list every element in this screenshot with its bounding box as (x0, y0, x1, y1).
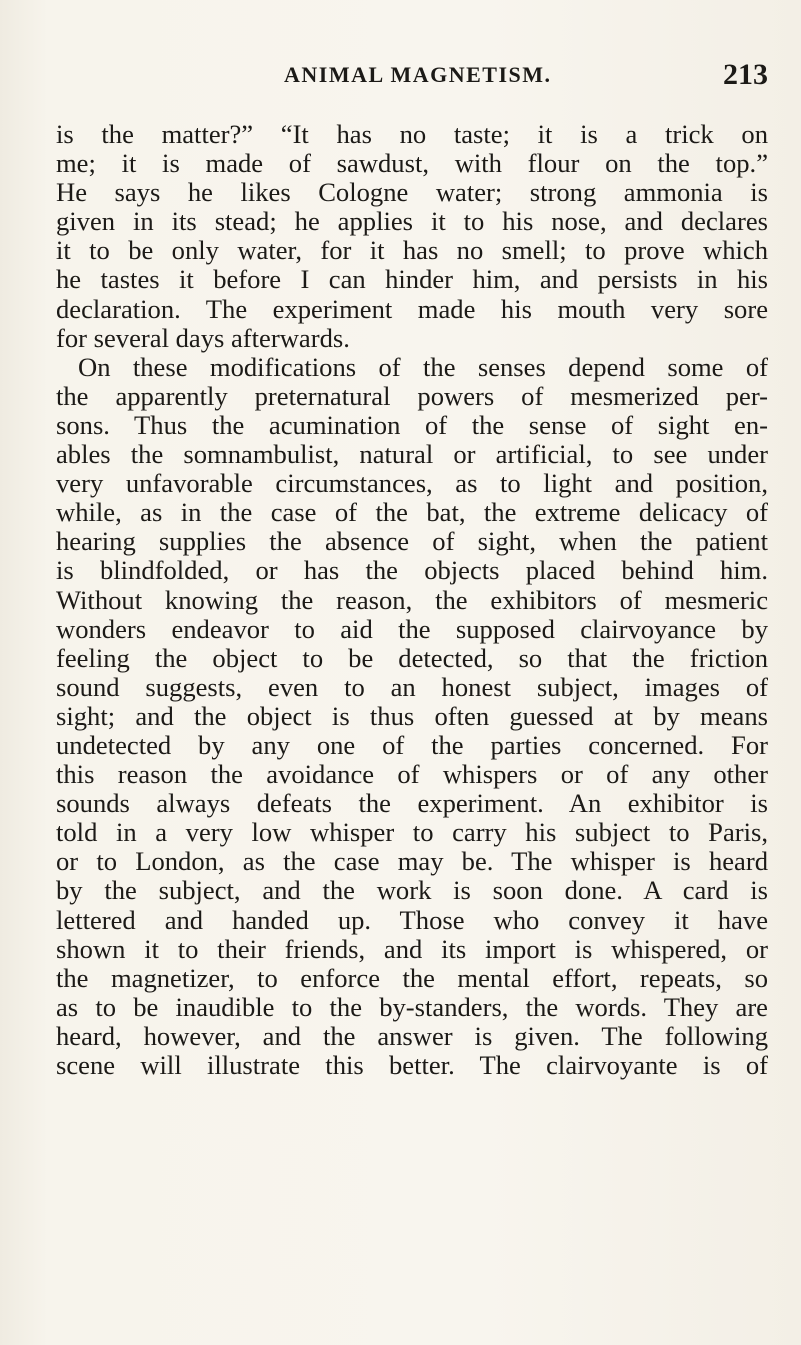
text-line: the apparently preternatural powers of mesmerized per- (56, 380, 768, 411)
body-text (56, 120, 768, 1080)
text-line: ables the somnambulist, natural or artificial, to see under (56, 439, 768, 470)
text-line: Without knowing the reason, the exhibitors of mesmeric (56, 584, 768, 615)
text-line: he tastes it before I can hinder him, and persists in his (56, 264, 768, 295)
text-line: sounds always defeats the experiment. An exhibitor is (56, 788, 768, 819)
text-line: this reason the avoidance of whispers or of any other (56, 759, 768, 790)
text-line: scene will illustrate this better. The clairvoyante is of (56, 1050, 768, 1080)
text-line: undetected by any one of the parties concerned. For (56, 729, 768, 760)
text-line: On these modifications of the senses depend some of (78, 351, 768, 382)
text-line: feeling the object to be detected, so that the friction (56, 642, 768, 673)
text-line: sight; and the object is thus often guessed at by means (56, 700, 768, 731)
text-line: He says he likes Cologne water; strong ammonia is (56, 177, 768, 208)
text-line: hearing supplies the absence of sight, when the patient (56, 526, 768, 557)
text-line: given in its stead; he applies it to his nose, and declares (56, 206, 768, 237)
text-line: sons. Thus the acumination of the sense of sight en- (56, 409, 768, 440)
text-line: while, as in the case of the bat, the extreme delicacy of (56, 497, 768, 528)
text-line: declaration. The experiment made his mouth very sore (56, 293, 768, 324)
text-line: shown it to their friends, and its import is whispered, or (56, 933, 768, 964)
text-line: sound suggests, even to an honest subject, images of (56, 671, 768, 702)
text-line: me; it is made of sawdust, with flour on the top.” (56, 148, 768, 179)
running-head (56, 58, 768, 98)
text-line: heard, however, and the answer is given. The following (56, 1020, 768, 1051)
text-line: it to be only water, for it has no smell; to prove which (56, 235, 768, 266)
running-title: ANIMAL MAGNETISM. (284, 62, 552, 87)
text-line: for several days afterwards. (56, 322, 350, 353)
text-line: very unfavorable circumstances, as to light and position, (56, 468, 768, 499)
text-line: wonders endeavor to aid the supposed clairvoyance by (56, 613, 768, 644)
text-line: told in a very low whisper to carry his subject to Paris, (56, 817, 768, 848)
text-line: lettered and handed up. Those who convey it have (56, 904, 768, 935)
page-number: 213 (723, 58, 768, 91)
text-line: the magnetizer, to enforce the mental effort, repeats, so (56, 962, 768, 993)
text-line: as to be inaudible to the by-standers, the words. They are (56, 991, 768, 1022)
text-line: or to London, as the case may be. The whisper is heard (56, 846, 768, 877)
text-line: is the matter?” “It has no taste; it is a trick on (56, 119, 768, 149)
text-line: by the subject, and the work is soon done. A card is (56, 875, 768, 906)
text-line: is blindfolded, or has the objects placed behind him. (56, 555, 768, 586)
